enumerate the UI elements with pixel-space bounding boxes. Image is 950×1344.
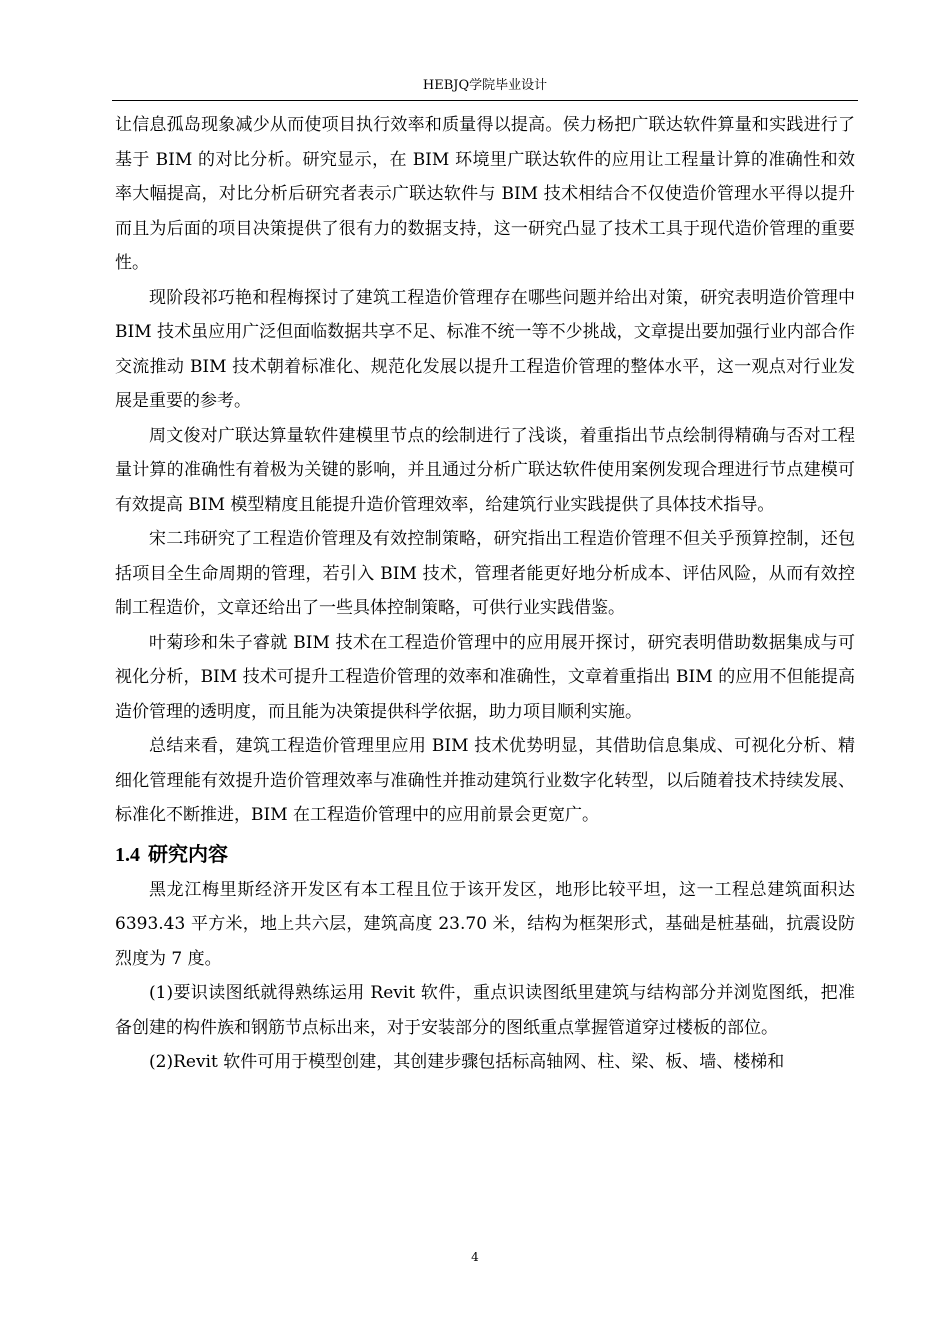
paragraph: (2)Revit 软件可用于模型创建，其创建步骤包括标高轴网、柱、梁、板、墙、楼梯和 xyxy=(149,1052,785,1072)
page-header: HEBJQ学院毕业设计 xyxy=(422,78,548,93)
paragraph: (1)要识读图纸就得熟练运用 Revit 软件，重点识读图纸里建筑与结构部分并浏览图纸，把准备创建的构件族和钢筋节点标出来，对于安装部分的图纸重点掌握管道穿过楼板的部位。 xyxy=(115,983,855,1038)
section-heading xyxy=(115,833,855,873)
paragraph: 现阶段祁巧艳和程梅探讨了建筑工程造价管理存在哪些问题并给出对策，研究表明造价管理中 BIM 技术虽应用广泛但面临数据共享不足、标准不统一等不少挑战，文章提出要加强行业内部合作交流推动 BIM 技术朝着标准化、规范化发展以提升工程造价管理的整体水平，这一观点对行业发展是重要的参考。 xyxy=(115,287,855,411)
page-number: 4 xyxy=(471,1250,479,1264)
section-number: 1.4 xyxy=(115,843,140,866)
paragraph: 周文俊对广联达算量软件建模里节点的绘制进行了浅谈，着重指出节点绘制得精确与否对工程量计算的准确性有着极为关键的影响，并且通过分析广联达软件使用案例发现合理进行节点建模可有效提高 BIM 模型精度且能提升造价管理效率，给建筑行业实践提供了具体技术指导。 xyxy=(115,425,855,515)
paragraph: 宋二玮研究了工程造价管理及有效控制策略，研究指出工程造价管理不但关乎预算控制，还包括项目全生命周期的管理，若引入 BIM 技术，管理者能更好地分析成本、评估风险，从而有效控制工程造价，文章还给出了一些具体控制策略，可供行业实践借鉴。 xyxy=(115,529,855,618)
body-content xyxy=(115,108,855,1080)
header-rule xyxy=(112,100,858,101)
paragraph: 总结来看，建筑工程造价管理里应用 BIM 技术优势明显，其借助信息集成、可视化分析、精细化管理能有效提升造价管理效率与准确性并推动建筑行业数字化转型，以后随着技术持续发展、标准化不断推进，BIM 在工程造价管理中的应用前景会更宽广。 xyxy=(115,736,855,825)
section-title: 研究内容 xyxy=(148,841,228,866)
paragraph: 叶菊珍和朱子睿就 BIM 技术在工程造价管理中的应用展开探讨，研究表明借助数据集成与可视化分析，BIM 技术可提升工程造价管理的效率和准确性，文章着重指出 BIM 的应用不但能提高造价管理的透明度，而且能为决策提供科学依据，助力项目顺利实施。 xyxy=(115,632,855,722)
paragraph: 让信息孤岛现象减少从而使项目执行效率和质量得以提高。侯力杨把广联达软件算量和实践进行了基于 BIM 的对比分析。研究显示，在 BIM 环境里广联达软件的应用让工程量计算的准确性和效率大幅提高，对比分析后研究者表示广联达软件与 BIM 技术相结合不仅使造价管理水平得以提升而且为后面的项目决策提供了很有力的数据支持，这一研究凸显了技术工具于现代造价管理的重要性。 xyxy=(115,115,855,273)
paragraph: 黑龙江梅里斯经济开发区有本工程且位于该开发区，地形比较平坦，这一工程总建筑面积达 6393.43 平方米，地上共六层，建筑高度 23.70 米，结构为框架形式，基础是桩基础，抗震设防烈度为 7 度。 xyxy=(115,879,855,969)
